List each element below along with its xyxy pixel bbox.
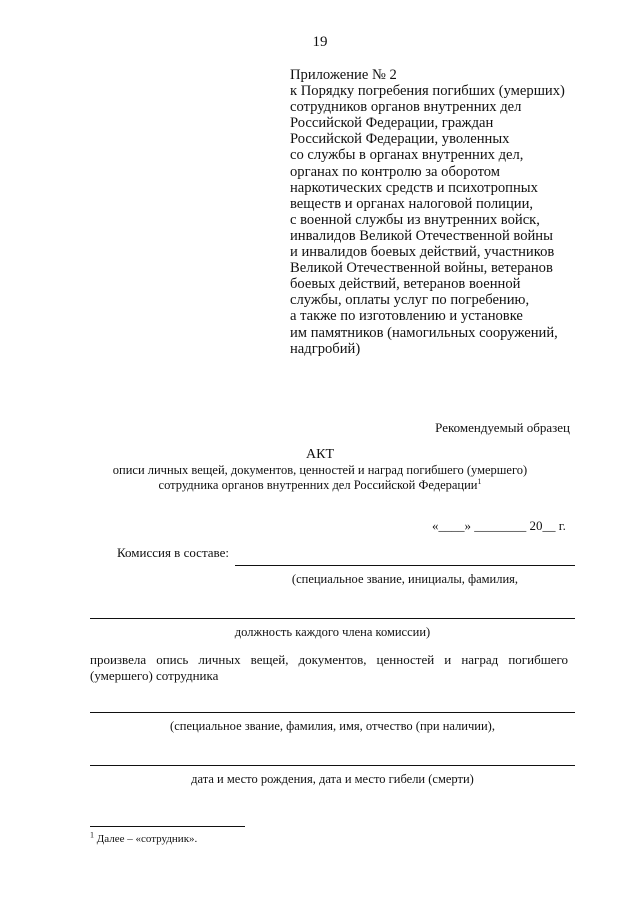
act-subtitle-text: сотрудника органов внутренних дел Российской Федерации: [158, 478, 478, 492]
inventory-paragraph: произвела опись личных вещей, документов, ценностей и наград погибшего (умершего) сотрудника: [90, 652, 568, 683]
page-number: 19: [312, 34, 328, 50]
appendix-line: им памятников (намогильных сооружений,: [290, 324, 558, 341]
footnote-divider: [90, 826, 245, 827]
employee-fill-line[interactable]: [90, 712, 575, 713]
commission-fill-line[interactable]: [235, 565, 575, 566]
footnote-reference: 1: [477, 476, 482, 486]
caption-birth-death: дата и место рождения, дата и место гибели (смерти): [191, 772, 474, 786]
appendix-line: а также по изготовлению и установке: [290, 308, 523, 325]
caption-rank-initials: (специальное звание, инициалы, фамилия,: [291, 572, 519, 586]
appendix-line: Российской Федерации, граждан: [290, 115, 494, 132]
birth-death-fill-line[interactable]: [90, 765, 575, 766]
appendix-line: и инвалидов боевых действий, участников: [290, 244, 555, 261]
footnote-text: Далее – «сотрудник».: [94, 833, 198, 845]
appendix-line: органах по контролю за оборотом: [290, 163, 501, 180]
appendix-line: к Порядку погребения погибших (умерших): [290, 83, 565, 100]
appendix-line: Российской Федерации, уволенных: [290, 131, 510, 148]
act-subtitle-line2: [0, 478, 640, 493]
appendix-line: инвалидов Великой Отечественной войны: [290, 227, 553, 244]
date-field[interactable]: «____» ________ 20__ г.: [432, 518, 566, 533]
act-subtitle-line1: описи личных вещей, документов, ценностей и наград погибшего (умершего): [112, 463, 528, 477]
appendix-line: Приложение № 2: [290, 67, 397, 83]
appendix-line: надгробий): [290, 340, 361, 357]
act-title: АКТ: [306, 447, 334, 462]
appendix-heading: [290, 67, 590, 357]
commission-label: Комиссия в составе:: [117, 545, 229, 560]
footnote-mark: 1: [90, 830, 94, 840]
appendix-line: боевых действий, ветеранов военной: [290, 276, 521, 293]
appendix-line: наркотических средств и психотропных: [290, 179, 538, 196]
caption-full-name: (специальное звание, фамилия, имя, отчество (при наличии),: [170, 719, 495, 733]
commission-members-fill-line[interactable]: [90, 618, 575, 619]
appendix-line: со службы в органах внутренних дел,: [290, 147, 524, 164]
appendix-line: службы, оплаты услуг по погребению,: [290, 292, 530, 309]
appendix-line: веществ и органах налоговой полиции,: [290, 195, 534, 212]
recommended-sample-label: Рекомендуемый образец: [435, 420, 570, 435]
appendix-line: сотрудников органов внутренних дел: [290, 99, 522, 116]
appendix-line: с военной службы из внутренних войск,: [290, 211, 540, 228]
appendix-line: Великой Отечественной войны, ветеранов: [290, 260, 553, 277]
caption-position: должность каждого члена комиссии): [234, 625, 431, 639]
footnote: [90, 830, 198, 845]
